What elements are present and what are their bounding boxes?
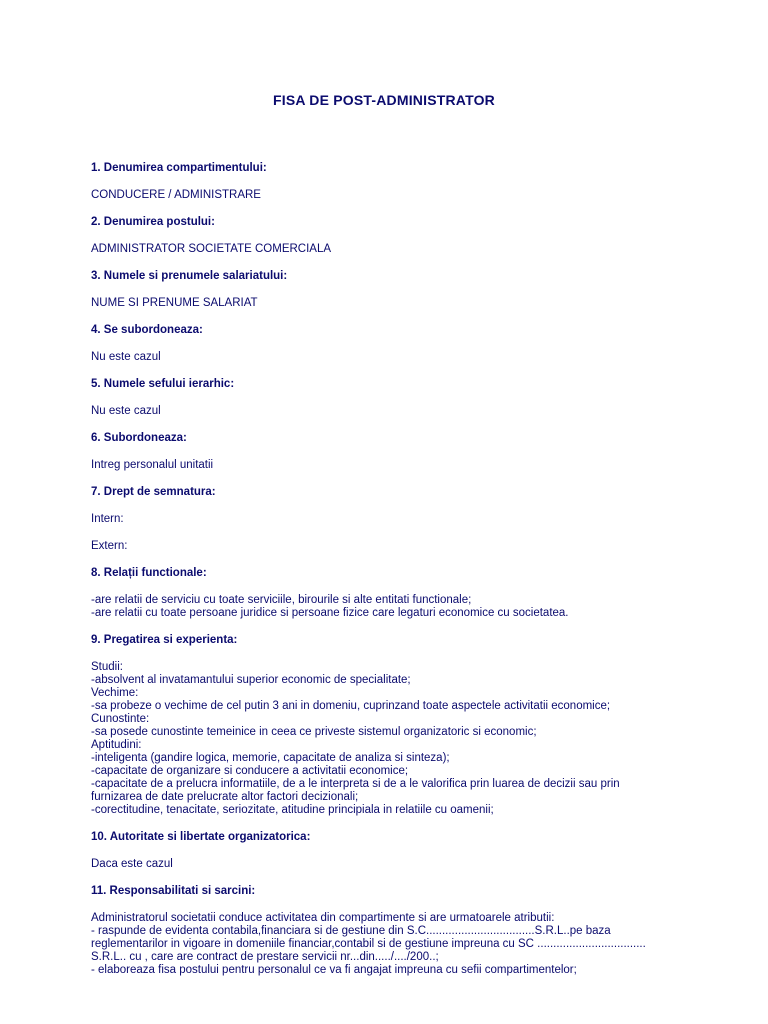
section-9-line: furnizarea de date prelucrate altor factori decizionali; xyxy=(91,791,359,803)
section-9-line: Aptitudini: xyxy=(91,739,142,751)
section-8-lines xyxy=(91,594,691,620)
section-11-line: S.R.L.. cu , care are contract de prestare servicii nr...din...../..../200..; xyxy=(91,951,439,963)
section-8-heading: 8. Relații functionale: xyxy=(91,567,207,579)
section-6-heading: 6. Subordoneaza: xyxy=(91,432,187,444)
section-9-line: -corectitudine, tenacitate, seriozitate, atitudine principiala in relatiile cu oamenii; xyxy=(91,804,494,816)
section-7-extern: Extern: xyxy=(91,540,128,552)
document-title: FISA DE POST-ADMINISTRATOR xyxy=(273,92,495,108)
section-11-lines xyxy=(91,912,691,977)
section-1-value: CONDUCERE / ADMINISTRARE xyxy=(91,189,261,201)
section-2-value: ADMINISTRATOR SOCIETATE COMERCIALA xyxy=(91,243,332,255)
section-11-line: reglementarilor in vigoare in domeniile financiar,contabil si de gestiune impreuna cu SC .................................. xyxy=(91,938,646,950)
section-6-value: Intreg personalul unitatii xyxy=(91,459,214,471)
section-7-heading: 7. Drept de semnatura: xyxy=(91,486,216,498)
section-9-line: -sa probeze o vechime de cel putin 3 ani in domeniu, cuprinzand toate aspectele activitatii economice; xyxy=(91,700,611,712)
section-9-line: Studii: xyxy=(91,661,123,673)
section-3-value: NUME SI PRENUME SALARIAT xyxy=(91,297,258,309)
section-2-heading: 2. Denumirea postului: xyxy=(91,216,215,228)
section-3-heading: 3. Numele si prenumele salariatului: xyxy=(91,270,288,282)
section-9-line: -absolvent al invatamantului superior economic de specialitate; xyxy=(91,674,411,686)
section-9-line: -sa posede cunostinte temeinice in ceea ce priveste sistemul organizatoric si economic; xyxy=(91,726,537,738)
section-7-intern: Intern: xyxy=(91,513,124,525)
section-11-line: - elaboreaza fisa postului pentru personalul ce va fi angajat impreuna cu sefii compartimentelor; xyxy=(91,964,577,976)
section-10-value: Daca este cazul xyxy=(91,858,173,870)
document-body xyxy=(91,162,691,991)
section-9-line: Cunostinte: xyxy=(91,713,150,725)
section-5-heading: 5. Numele sefului ierarhic: xyxy=(91,378,235,390)
section-10-heading: 10. Autoritate si libertate organizatorica: xyxy=(91,831,311,843)
section-11-heading: 11. Responsabilitati si sarcini: xyxy=(91,885,256,897)
section-8-line: -are relatii cu toate persoane juridice si persoane fizice care legaturi economice cu societatea. xyxy=(91,607,569,619)
section-9-line: -capacitate de organizare si conducere a activitatii economice; xyxy=(91,765,409,777)
section-9-line: Vechime: xyxy=(91,687,139,699)
section-9-lines xyxy=(91,661,691,817)
section-9-line: -inteligenta (gandire logica, memorie, capacitate de analiza si sinteza); xyxy=(91,752,450,764)
section-11-line: Administratorul societatii conduce activitatea din compartimente si are urmatoarele atributii: xyxy=(91,912,555,924)
section-9-line: -capacitate de a prelucra informatiile, de a le interpreta si de a le valorifica prin luarea de decizii sau prin xyxy=(91,778,620,790)
section-8-line: -are relatii de serviciu cu toate serviciile, birourile si alte entitati functionale; xyxy=(91,594,472,606)
section-11-line: - raspunde de evidenta contabila,financiara si de gestiune din S.C..................................S.R.L..pe baza xyxy=(91,925,611,937)
section-1-heading: 1. Denumirea compartimentului: xyxy=(91,162,267,174)
section-5-value: Nu este cazul xyxy=(91,405,161,417)
section-4-heading: 4. Se subordoneaza: xyxy=(91,324,203,336)
section-4-value: Nu este cazul xyxy=(91,351,161,363)
section-9-heading: 9. Pregatirea si experienta: xyxy=(91,634,238,646)
